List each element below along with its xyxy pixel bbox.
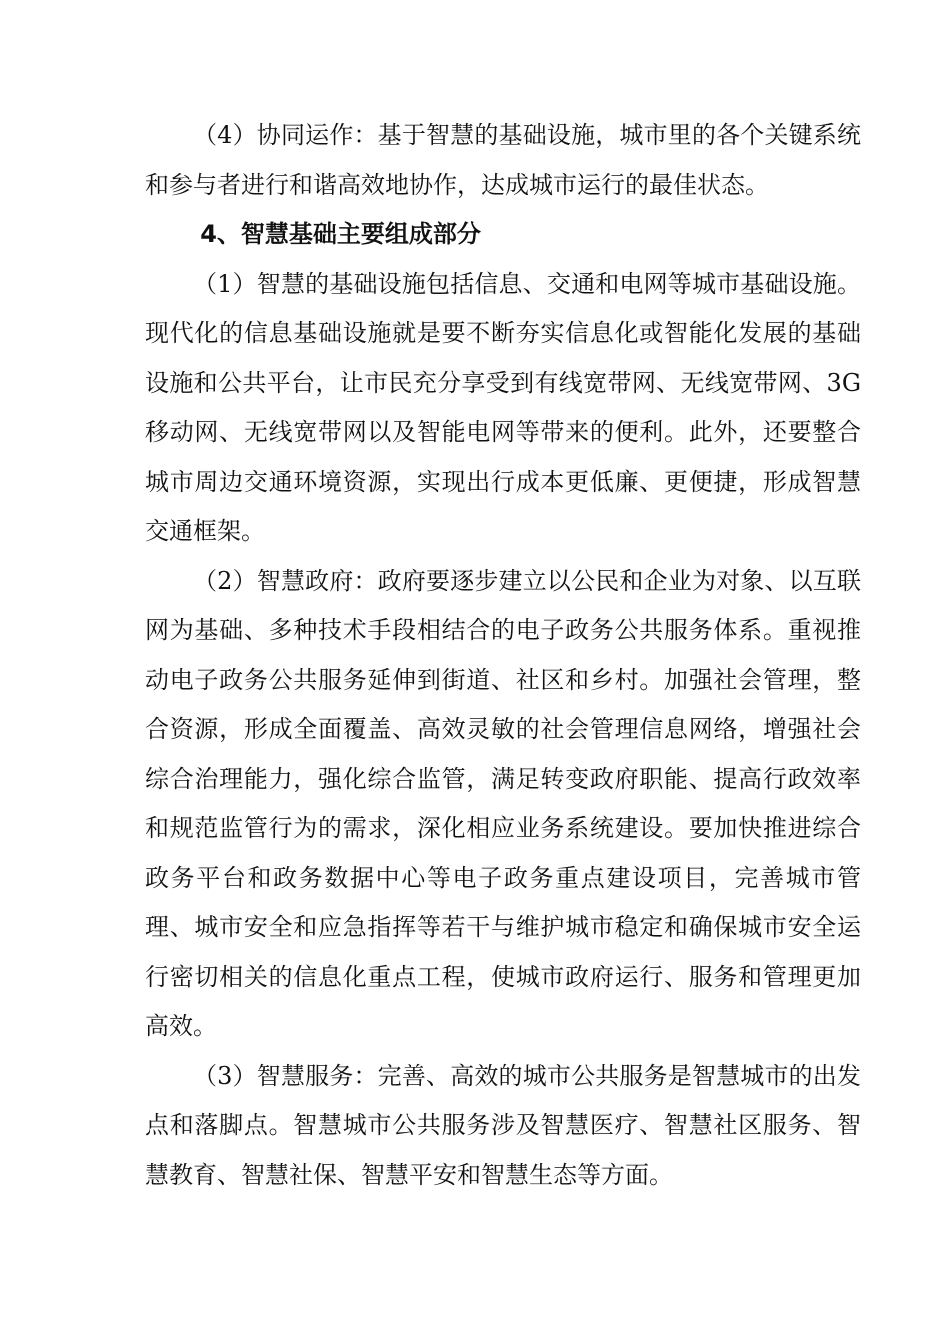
paragraph-smart-services: （3）智慧服务：完善、高效的城市公共服务是智慧城市的出发点和落脚点。智慧城市公共服务涉及智慧医疗、智慧社区服务、智慧教育、智慧社保、智慧平安和智慧生态等方面。 (145, 1061, 861, 1189)
paragraph-collaborative-operation: （4）协同运作：基于智慧的基础设施，城市里的各个关键系统和参与者进行和谐高效地协作，达成城市运行的最佳状态。 (145, 121, 861, 199)
document-body (145, 111, 861, 1200)
section-heading: 4、智慧基础主要组成部分 (200, 220, 481, 248)
paragraph-smart-infrastructure: （1）智慧的基础设施包括信息、交通和电网等城市基础设施。现代化的信息基础设施就是要不断夯实信息化或智能化发展的基础设施和公共平台，让市民充分享受到有线宽带网、无线宽带网、3G移动网、无线宽带网以及智能电网等带来的便利。此外，还要整合城市周边交通环境资源，实现出行成本更低廉、更便捷，形成智慧交通框架。 (145, 269, 861, 545)
paragraph-smart-government: （2）智慧政府：政府要逐步建立以公民和企业为对象、以互联网为基础、多种技术手段相结合的电子政务公共服务体系。重视推动电子政务公共服务延伸到街道、社区和乡村。加强社会管理，整合资源，形成全面覆盖、高效灵敏的社会管理信息网络，增强社会综合治理能力，强化综合监管，满足转变政府职能、提高行政效率和规范监管行为的需求，深化相应业务系统建设。要加快推进综合政务平台和政务数据中心等电子政务重点建设项目，完善城市管理、城市安全和应急指挥等若干与维护城市稳定和确保城市安全运行密切相关的信息化重点工程，使城市政府运行、服务和管理更加高效。 (145, 566, 861, 1040)
